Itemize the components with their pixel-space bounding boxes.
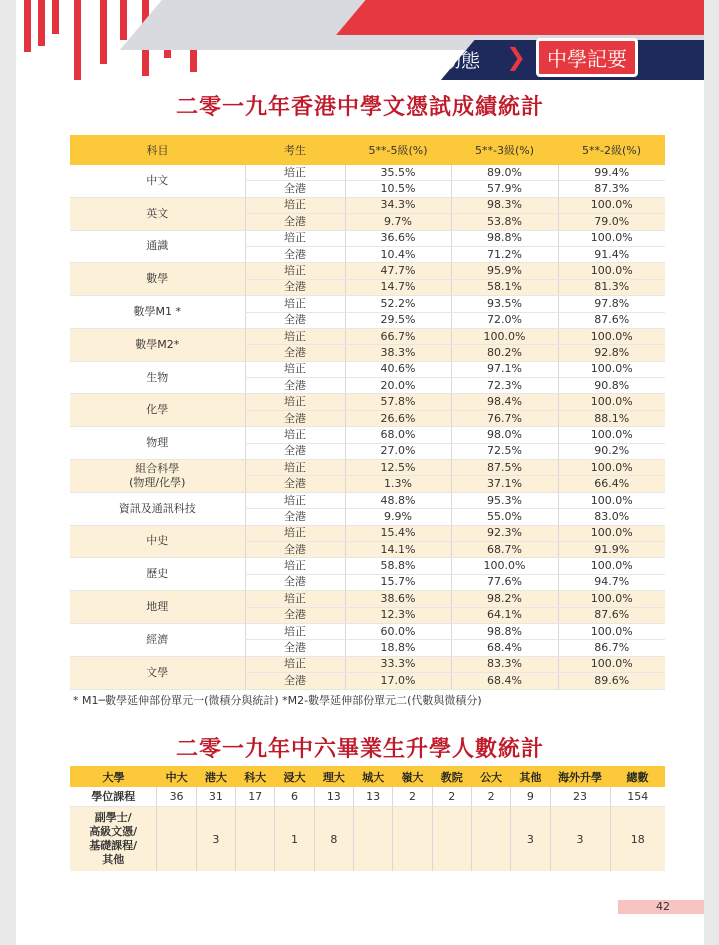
subject-name: 英文 xyxy=(146,206,169,220)
table-cell: 培正 xyxy=(245,197,345,213)
column-header: 科大 xyxy=(236,766,275,787)
table-cell: 94.7% xyxy=(558,574,665,590)
subject-cell xyxy=(70,558,245,591)
table-cell: 72.5% xyxy=(451,443,558,459)
table-cell: 全港 xyxy=(245,410,345,426)
column-header: 考生 xyxy=(245,135,345,165)
table-cell: 68.0% xyxy=(345,427,451,443)
column-header: 城大 xyxy=(353,766,392,787)
table-cell: 培正 xyxy=(245,492,345,508)
table-cell: 87.6% xyxy=(558,312,665,328)
table-row xyxy=(70,230,665,246)
table-cell: 9.7% xyxy=(345,214,451,230)
subject-name: 生物 xyxy=(146,370,169,384)
subject-name: 數學M1 * xyxy=(133,305,181,319)
table-cell: 13 xyxy=(353,787,392,807)
dse-table-body xyxy=(70,165,665,689)
table-cell: 36.6% xyxy=(345,230,451,246)
column-header: 5**-5級(%) xyxy=(345,135,451,165)
column-header: 科目 xyxy=(70,135,245,165)
table-cell: 培正 xyxy=(245,328,345,344)
table-cell: 31 xyxy=(196,787,235,807)
column-header: 大學 xyxy=(70,766,157,787)
subject-name-sub: (物理/化學) xyxy=(129,475,186,489)
table-cell: 全港 xyxy=(245,312,345,328)
subject-cell xyxy=(70,165,245,197)
table-cell: 全港 xyxy=(245,443,345,459)
decor-stripe xyxy=(24,0,31,52)
subject-cell xyxy=(70,296,245,329)
table-cell: 100.0% xyxy=(558,427,665,443)
table-cell: 53.8% xyxy=(451,214,558,230)
table-cell: 全港 xyxy=(245,574,345,590)
table-cell: 10.5% xyxy=(345,181,451,197)
row-label-line: 其他 xyxy=(102,853,125,866)
table-cell: 20.0% xyxy=(345,378,451,394)
table-cell: 88.1% xyxy=(558,410,665,426)
table-row xyxy=(70,328,665,344)
table-cell: 66.7% xyxy=(345,328,451,344)
table-cell: 80.2% xyxy=(451,345,558,361)
table-cell: 38.6% xyxy=(345,591,451,607)
table-cell: 9 xyxy=(511,787,550,807)
table-cell: 98.0% xyxy=(451,427,558,443)
row-label xyxy=(70,807,157,872)
table-cell: 培正 xyxy=(245,296,345,312)
decor-diagonal-red xyxy=(336,0,704,35)
table-cell: 2 xyxy=(471,787,510,807)
table-row xyxy=(70,525,665,541)
subject-cell xyxy=(70,591,245,624)
table-cell: 100.0% xyxy=(558,558,665,574)
table-row xyxy=(70,460,665,476)
table-cell: 2 xyxy=(432,787,471,807)
table-cell: 14.7% xyxy=(345,279,451,295)
table-cell: 77.6% xyxy=(451,574,558,590)
column-header: 5**-2級(%) xyxy=(558,135,665,165)
subject-cell xyxy=(70,427,245,460)
table-cell: 48.8% xyxy=(345,492,451,508)
table-cell: 100.0% xyxy=(558,591,665,607)
table-cell: 29.5% xyxy=(345,312,451,328)
table-cell: 9.9% xyxy=(345,509,451,525)
table-cell: 92.8% xyxy=(558,345,665,361)
header-banner xyxy=(16,0,704,80)
subject-name: 歷史 xyxy=(146,567,169,581)
table-cell: 35.5% xyxy=(345,165,451,181)
column-header: 海外升學 xyxy=(550,766,610,787)
table-cell: 100.0% xyxy=(451,328,558,344)
breadcrumb-current: 中學記要 xyxy=(536,38,638,77)
decor-stripe xyxy=(38,0,45,46)
table-cell: 76.7% xyxy=(451,410,558,426)
table-cell: 33.3% xyxy=(345,656,451,672)
table-cell: 64.1% xyxy=(451,607,558,623)
breadcrumb-section: 學校動態 xyxy=(404,50,481,72)
table-cell: 100.0% xyxy=(558,394,665,410)
table-cell: 15.4% xyxy=(345,525,451,541)
decor-stripe xyxy=(52,0,59,34)
table-cell: 全港 xyxy=(245,246,345,262)
column-header: 公大 xyxy=(471,766,510,787)
subject-name: 中文 xyxy=(146,173,169,187)
row-label-line: 副學士/ xyxy=(94,811,132,824)
column-header: 其他 xyxy=(511,766,550,787)
table-cell: 15.7% xyxy=(345,574,451,590)
column-header: 教院 xyxy=(432,766,471,787)
table-cell: 81.3% xyxy=(558,279,665,295)
table-row xyxy=(70,165,665,181)
table-cell: 17 xyxy=(236,787,275,807)
table-cell: 86.7% xyxy=(558,640,665,656)
table-cell: 55.0% xyxy=(451,509,558,525)
table-cell: 8 xyxy=(314,807,353,872)
table-cell: 6 xyxy=(275,787,314,807)
subject-name: 數學 xyxy=(146,272,169,286)
table-row xyxy=(70,492,665,508)
table-cell: 全港 xyxy=(245,214,345,230)
table-cell: 全港 xyxy=(245,541,345,557)
table-cell: 全港 xyxy=(245,476,345,492)
table-cell: 58.8% xyxy=(345,558,451,574)
table-cell: 97.1% xyxy=(451,361,558,377)
table-cell: 100.0% xyxy=(558,197,665,213)
table-header-row xyxy=(70,766,665,787)
table-cell: 71.2% xyxy=(451,246,558,262)
chevron-right-icon: ❯ xyxy=(506,43,527,71)
table-cell: 90.2% xyxy=(558,443,665,459)
table-cell xyxy=(432,807,471,872)
table-cell: 98.3% xyxy=(451,197,558,213)
table-cell: 89.6% xyxy=(558,673,665,689)
table-cell: 98.8% xyxy=(451,230,558,246)
subject-cell xyxy=(70,394,245,427)
table-row xyxy=(70,263,665,279)
column-header: 港大 xyxy=(196,766,235,787)
table-cell: 87.5% xyxy=(451,460,558,476)
table-cell: 培正 xyxy=(245,394,345,410)
table-cell: 93.5% xyxy=(451,296,558,312)
table-cell: 26.6% xyxy=(345,410,451,426)
table-cell xyxy=(393,807,432,872)
table-cell: 培正 xyxy=(245,558,345,574)
column-header: 5**-3級(%) xyxy=(451,135,558,165)
table-cell: 52.2% xyxy=(345,296,451,312)
table-cell: 95.3% xyxy=(451,492,558,508)
row-label: 學位課程 xyxy=(70,787,157,807)
subject-cell xyxy=(70,328,245,361)
table-cell xyxy=(471,807,510,872)
table-cell: 38.3% xyxy=(345,345,451,361)
university-title: 二零一九年中六畢業生升學人數統計 xyxy=(175,737,544,762)
table-row xyxy=(70,394,665,410)
table-cell: 培正 xyxy=(245,623,345,639)
table-cell: 27.0% xyxy=(345,443,451,459)
table-cell: 58.1% xyxy=(451,279,558,295)
subject-name: 組合科學 xyxy=(135,461,180,475)
page-number: 42 xyxy=(656,900,670,913)
table-cell: 1 xyxy=(275,807,314,872)
table-cell: 37.1% xyxy=(451,476,558,492)
table-cell: 培正 xyxy=(245,656,345,672)
page xyxy=(16,0,704,945)
table-cell: 47.7% xyxy=(345,263,451,279)
table-cell: 87.6% xyxy=(558,607,665,623)
table-cell: 91.9% xyxy=(558,541,665,557)
table-cell: 57.9% xyxy=(451,181,558,197)
table-cell: 100.0% xyxy=(558,656,665,672)
subject-name: 通識 xyxy=(146,239,169,253)
table-row xyxy=(70,296,665,312)
subject-cell xyxy=(70,263,245,296)
table-row xyxy=(70,361,665,377)
table-cell: 92.3% xyxy=(451,525,558,541)
table-cell: 12.5% xyxy=(345,460,451,476)
table-cell xyxy=(353,807,392,872)
table-cell xyxy=(157,807,196,872)
table-cell: 3 xyxy=(196,807,235,872)
decor-stripe xyxy=(74,0,81,80)
university-table xyxy=(70,766,665,871)
table-row xyxy=(70,623,665,639)
table-row xyxy=(70,787,665,807)
subject-name: 經濟 xyxy=(146,632,169,646)
table-cell: 培正 xyxy=(245,591,345,607)
table-cell: 99.4% xyxy=(558,165,665,181)
table-cell: 全港 xyxy=(245,181,345,197)
table-header-row xyxy=(70,135,665,165)
table-row xyxy=(70,591,665,607)
table-cell: 全港 xyxy=(245,378,345,394)
table-cell: 97.8% xyxy=(558,296,665,312)
table-cell: 18.8% xyxy=(345,640,451,656)
table-cell: 14.1% xyxy=(345,541,451,557)
table-row xyxy=(70,656,665,672)
table-cell: 培正 xyxy=(245,460,345,476)
decor-stripe xyxy=(100,0,107,64)
column-header: 嶺大 xyxy=(393,766,432,787)
table-row xyxy=(70,427,665,443)
column-header: 中大 xyxy=(157,766,196,787)
table-row xyxy=(70,558,665,574)
row-label-line: 高級文憑/ xyxy=(89,825,138,838)
subject-cell xyxy=(70,361,245,394)
table-cell: 72.0% xyxy=(451,312,558,328)
table-cell: 100.0% xyxy=(558,623,665,639)
table-cell: 培正 xyxy=(245,263,345,279)
table-cell: 2 xyxy=(393,787,432,807)
table-cell: 17.0% xyxy=(345,673,451,689)
table-cell: 100.0% xyxy=(558,263,665,279)
column-header: 總數 xyxy=(610,766,665,787)
subject-cell xyxy=(70,230,245,263)
table-cell: 100.0% xyxy=(558,361,665,377)
table-cell: 66.4% xyxy=(558,476,665,492)
table-cell: 98.8% xyxy=(451,623,558,639)
subject-cell xyxy=(70,525,245,558)
table-cell: 100.0% xyxy=(451,558,558,574)
column-header: 浸大 xyxy=(275,766,314,787)
table-cell: 10.4% xyxy=(345,246,451,262)
table-cell: 98.2% xyxy=(451,591,558,607)
subject-name: 數學M2* xyxy=(135,337,180,351)
table-cell: 68.4% xyxy=(451,673,558,689)
table-cell: 100.0% xyxy=(558,328,665,344)
table-cell: 34.3% xyxy=(345,197,451,213)
table-row xyxy=(70,807,665,872)
table-cell: 培正 xyxy=(245,165,345,181)
table-cell: 87.3% xyxy=(558,181,665,197)
table-cell: 培正 xyxy=(245,427,345,443)
table-row xyxy=(70,197,665,213)
table-cell: 3 xyxy=(511,807,550,872)
table-cell: 83.0% xyxy=(558,509,665,525)
subject-name: 資訊及通訊科技 xyxy=(118,501,196,515)
table-cell: 154 xyxy=(610,787,665,807)
table-cell: 18 xyxy=(610,807,665,872)
table-cell: 全港 xyxy=(245,640,345,656)
table-cell: 100.0% xyxy=(558,230,665,246)
table-cell: 89.0% xyxy=(451,165,558,181)
subject-cell xyxy=(70,492,245,525)
table-cell: 12.3% xyxy=(345,607,451,623)
table-cell: 1.3% xyxy=(345,476,451,492)
table-cell: 13 xyxy=(314,787,353,807)
table-cell: 全港 xyxy=(245,279,345,295)
table-cell: 培正 xyxy=(245,525,345,541)
table-cell: 98.4% xyxy=(451,394,558,410)
decor-stripe xyxy=(120,0,127,40)
table-cell: 40.6% xyxy=(345,361,451,377)
table-cell: 培正 xyxy=(245,361,345,377)
table-cell: 100.0% xyxy=(558,492,665,508)
table-cell: 60.0% xyxy=(345,623,451,639)
table-cell: 68.7% xyxy=(451,541,558,557)
table-cell: 100.0% xyxy=(558,525,665,541)
table-cell xyxy=(236,807,275,872)
subject-name: 地理 xyxy=(146,600,169,614)
dse-results-table xyxy=(70,135,665,690)
table-cell: 72.3% xyxy=(451,378,558,394)
table-cell: 57.8% xyxy=(345,394,451,410)
table-cell: 90.8% xyxy=(558,378,665,394)
table-cell: 全港 xyxy=(245,607,345,623)
column-header: 理大 xyxy=(314,766,353,787)
subject-name: 中史 xyxy=(146,534,169,548)
table-cell: 68.4% xyxy=(451,640,558,656)
subject-cell xyxy=(70,197,245,230)
dse-title: 二零一九年香港中學文憑試成績統計 xyxy=(175,95,544,120)
row-label-line: 基礎課程/ xyxy=(89,839,138,852)
subject-name: 物理 xyxy=(146,436,169,450)
subject-cell xyxy=(70,460,245,493)
subject-name: 化學 xyxy=(146,403,169,417)
table-cell: 全港 xyxy=(245,673,345,689)
table-cell: 全港 xyxy=(245,345,345,361)
footnote: * M1─數學延伸部份單元一(微積分與統計) *M2-數學延伸部份單元二(代數與微積分) xyxy=(73,694,482,707)
table-cell: 全港 xyxy=(245,509,345,525)
table-cell: 100.0% xyxy=(558,460,665,476)
table-cell: 83.3% xyxy=(451,656,558,672)
table-cell: 36 xyxy=(157,787,196,807)
subject-cell xyxy=(70,656,245,689)
table-cell: 95.9% xyxy=(451,263,558,279)
table-cell: 23 xyxy=(550,787,610,807)
table-cell: 91.4% xyxy=(558,246,665,262)
table-cell: 79.0% xyxy=(558,214,665,230)
subject-cell xyxy=(70,623,245,656)
table-cell: 3 xyxy=(550,807,610,872)
table-cell: 培正 xyxy=(245,230,345,246)
subject-name: 文學 xyxy=(146,665,169,679)
